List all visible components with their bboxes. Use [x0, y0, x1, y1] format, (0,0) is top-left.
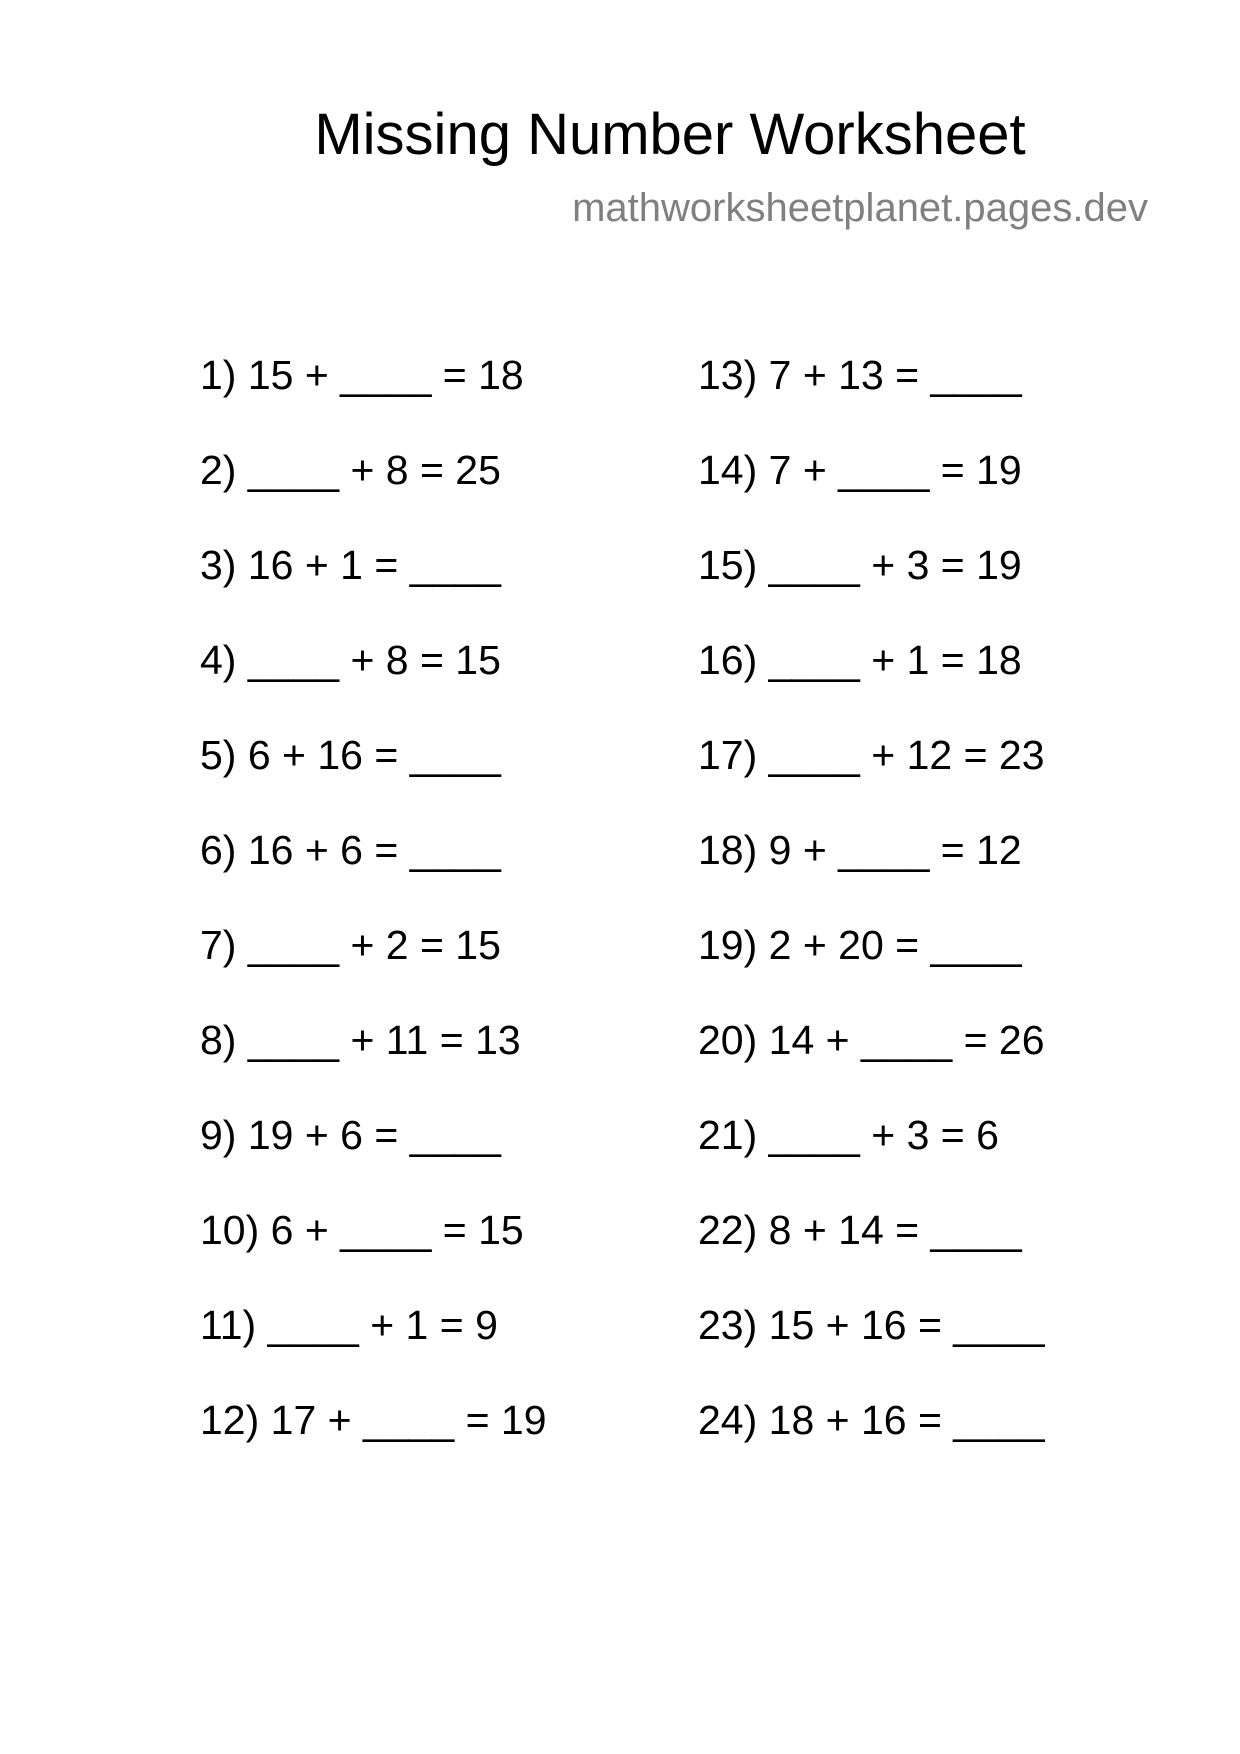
- problem-21: 21) ____ + 3 = 6: [698, 1112, 999, 1158]
- problem-15: 15) ____ + 3 = 19: [698, 542, 1022, 588]
- problem-9: 9) 19 + 6 = ____: [200, 1112, 501, 1158]
- problem-4: 4) ____ + 8 = 15: [200, 637, 501, 683]
- problem-11: 11) ____ + 1 = 9: [200, 1302, 498, 1348]
- problem-20: 20) 14 + ____ = 26: [698, 1017, 1045, 1063]
- site-url: mathworksheetplanet.pages.dev: [572, 186, 1148, 230]
- problem-23: 23) 15 + 16 = ____: [698, 1302, 1045, 1348]
- problem-8: 8) ____ + 11 = 13: [200, 1017, 521, 1063]
- problem-13: 13) 7 + 13 = ____: [698, 352, 1022, 398]
- problem-7: 7) ____ + 2 = 15: [200, 922, 501, 968]
- problem-3: 3) 16 + 1 = ____: [200, 542, 501, 588]
- problem-14: 14) 7 + ____ = 19: [698, 447, 1022, 493]
- problem-18: 18) 9 + ____ = 12: [698, 827, 1022, 873]
- problem-16: 16) ____ + 1 = 18: [698, 637, 1022, 683]
- problem-5: 5) 6 + 16 = ____: [200, 732, 501, 778]
- problem-column-right: [698, 345, 1045, 1485]
- problem-10: 10) 6 + ____ = 15: [200, 1207, 524, 1253]
- problem-24: 24) 18 + 16 = ____: [698, 1397, 1045, 1443]
- problem-17: 17) ____ + 12 = 23: [698, 732, 1045, 778]
- problem-2: 2) ____ + 8 = 25: [200, 447, 501, 493]
- problem-column-left: [200, 345, 547, 1485]
- worksheet-title: Missing Number Worksheet: [314, 102, 1026, 167]
- problem-12: 12) 17 + ____ = 19: [200, 1397, 547, 1443]
- problem-1: 1) 15 + ____ = 18: [200, 352, 524, 398]
- problem-6: 6) 16 + 6 = ____: [200, 827, 501, 873]
- problem-22: 22) 8 + 14 = ____: [698, 1207, 1022, 1253]
- problem-19: 19) 2 + 20 = ____: [698, 922, 1022, 968]
